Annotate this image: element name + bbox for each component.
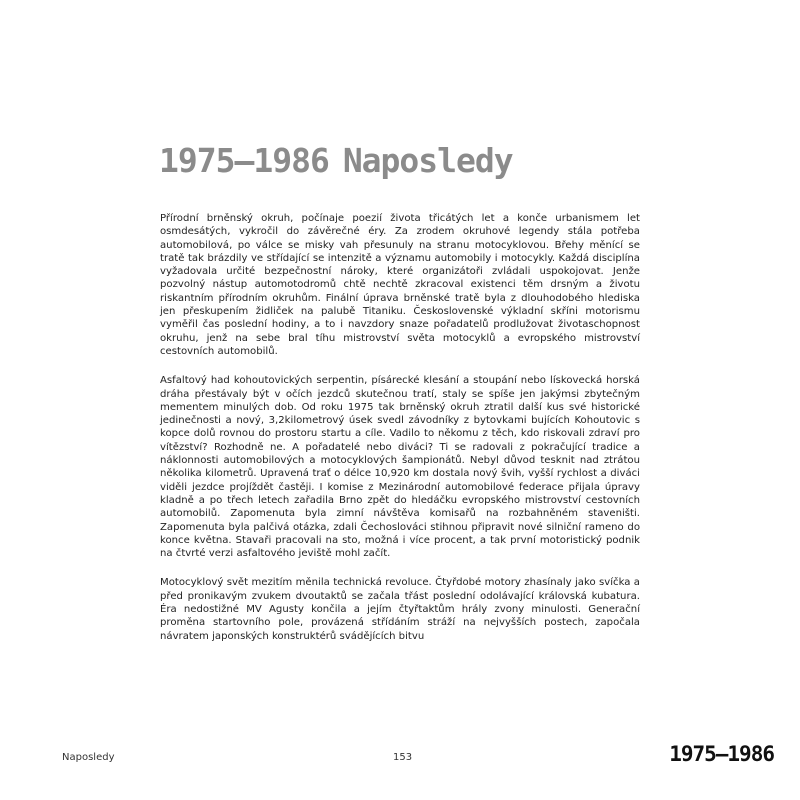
page-title xyxy=(159,141,513,181)
paragraph-3: Motocyklový svět mezitím měnila technická revoluce. Čtyřdobé motory zhasínaly jako svíčka a před pronikavým zvukem dvoutaktů se začala třást poslední odolávající královská kubatura. Éra nedostižné MV Agusty končila a jejím čtyřtaktům hrály zvony minulosti. Generační proměna startovního pole, provázená střídáním stráží na nejvyšších postech, započala návratem japonských konstruktérů svádějících bitvu xyxy=(160,577,640,642)
title-text: Naposledy xyxy=(342,141,513,180)
footer-years: 1975–1986 xyxy=(669,742,774,766)
page-number: 153 xyxy=(393,752,413,763)
paragraph-1: Přírodní brněnský okruh, počínaje poezií života třicátých let a konče urbanismem let osmdesátých, vykročil do závěrečné éry. Za zrodem okruhové legendy stála potřeba automobilová, po válce se misky vah přesunuly na stranu motocyklovou. Břehy měnící se tratě tak brázdily ve střídající se intenzitě a významu automobily i motocykly. Každá disciplína vyžadovala určité bezpečnostní nároky, které organizátoři zvládali uspokojovat. Jenže pozvolný nástup automotodromů chtě nechtě zkracoval existenci těm drsným a životu riskantním přírodním okruhům. Finální úprava brněnské tratě byla z dlouhodobého hlediska jen přeskupením židliček na palubě Titaniku. Československé výkladní skříni motorismu vyměřil čas poslední hodiny, a to i navzdory snaze pořadatelů prodlužovat životaschopnost okruhu, jenž na sebe bral tíhu mistrovství světa motocyklů a evropského mistrovství cestovních automobilů. xyxy=(160,213,640,357)
body-text xyxy=(160,212,640,659)
footer-section-name: Naposledy xyxy=(62,752,115,763)
paragraph-2: Asfaltový had kohoutovických serpentin, písárecké klesání a stoupání nebo lískovecká horská dráha přestávaly být v očích jezdců skutečnou tratí, staly se spíše jen jakýmsi zbytečným mementem minulých dob. Od roku 1975 tak brněnský okruh ztratil další kus své historické jedinečnosti a nový, 3,2kilometrový úsek svedl závodníky z bytovkami bujících Kohoutovic s kopce dolů rovnou do prostoru startu a cíle. Vadilo to někomu z těch, kdo riskovali zdraví pro vítězství? Rozhodně ne. A pořadatelé nebo diváci? Ti se radovali z pokračující tradice a náklonnosti automobilových a motocyklových šampionátů. Nebyl důvod tesknit nad ztrátou několika kilometrů. Upravená trať o délce 10,920 km dostala nový švih, vyšší rychlost a diváci viděli jezdce projíždět častěji. I komise z Mezinárodní automobilové federace přijala úpravy kladně a po třech letech zařadila Brno zpět do hledáčku evropského mistrovství cestovních automobilů. Zapomenuta byla zimní návštěva komisařů na rozbahněném staveništi. Zapomenuta byla palčivá otázka, zdali Čechoslováci stihnou připravit nové silniční rameno do konce května. Stavaři pracovali na sto, možná i více procent, a tak první motoristický podnik na čtvrté verzi asfaltového jeviště mohl začít. xyxy=(160,375,640,560)
title-years: 1975–1986 xyxy=(159,141,329,180)
